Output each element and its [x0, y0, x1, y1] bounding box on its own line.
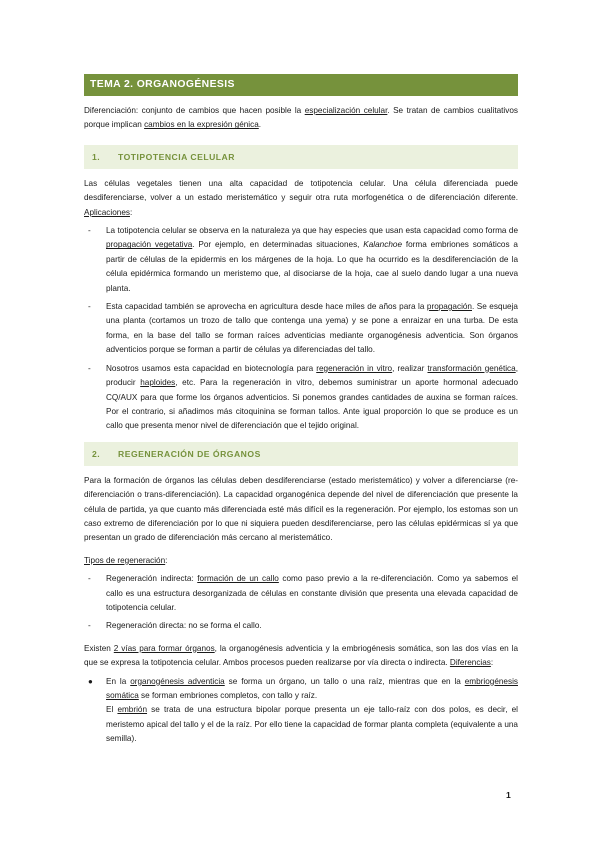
list-item [84, 224, 518, 296]
item-text: La totipotencia celular se observa en la naturaleza ya que hay especies que usan esta capacidad como forma de [106, 226, 518, 236]
document-title-text: TEMA 2. ORGANOGÉNESIS [90, 79, 235, 90]
paragraph-text: : [490, 658, 494, 668]
section-heading-regeneracion [84, 442, 518, 466]
item-italic: Kalanchoe [363, 240, 402, 250]
item-text: forma embriones somáticos a partir de células de la epidermis en los márgenes de la hoja. Lo que ha ocurrido es la desdiferenciación de la célula epidérmica formando un meristemo que, al disociarse de la hoja, cae al suelo dando lugar a una nueva planta. [106, 240, 518, 293]
section-heading-text: REGENERACIÓN DE ÓRGANOS [118, 448, 261, 459]
paragraph-underline: Aplicaciones [84, 207, 130, 217]
item-text: se forman embriones completos, con tallo y raíz. [138, 691, 318, 700]
intro-underline: cambios en la expresión génica [144, 120, 259, 130]
dash-marker: - [88, 363, 91, 373]
item-text: , etc. Para la regeneración in vitro, debemos suministrar un aporte hormonal adecuado CQ/AUX para que forme los órganos adventicios. Si ponemos grandes cantidades de auxina se forman raíces. Por el contrario, si añadimos más citoquinina se forman tallos. Ante igual proporción lo que se produce es un callo que presenta menor nivel de diferenciación que el tejido original. [106, 378, 519, 431]
types-heading [84, 554, 518, 568]
item-underline: regeneración in vitro [316, 363, 393, 373]
intro-text: . Se tratan de cambios cualitativos porque implican [84, 106, 518, 130]
dash-marker: - [88, 226, 91, 236]
item-text: Regeneración directa: no se forma el callo. [106, 621, 262, 631]
item-text: Regeneración indirecta: [106, 574, 198, 584]
paragraph-underline: Diferencias [449, 658, 491, 668]
item-underline: haploides [140, 378, 176, 388]
page-content [84, 74, 518, 751]
section1-paragraph [84, 177, 518, 220]
item-underline: embriogénesis somática [106, 676, 518, 700]
section-number: 2. [92, 448, 101, 459]
item-underline: transformación genética [427, 363, 516, 373]
item-text: . Se esqueja una planta (cortamos un trozo de tallo que contenga una yema) y se pone a enraizar en una turba. De esta forma, en la base del tallo se forman raíces adventicias mediante organogénesis adventicia. Son órganos adventicios porque se forman a partir de células ya diferenciadas del tallo. [106, 302, 518, 355]
item-text: se forma un órgano, un tallo o una raíz, mientras que en la [224, 676, 465, 686]
paragraph-text: Existen [84, 643, 114, 653]
differences-list [84, 675, 518, 747]
dash-marker: - [88, 621, 91, 631]
item-underline: formación de un callo [197, 574, 279, 584]
paragraph-text: : [129, 207, 133, 217]
routes-paragraph [84, 642, 518, 671]
item-underline: propagación [426, 302, 472, 312]
section2-paragraph: Para la formación de órganos las células deben desdiferenciarse (estado meristemático) y volver a diferenciarse (re-diferenciación o trans-diferenciación). La capacidad organogénica depende del nivel de diferenciación que presente la célula de partida, ya que cuanto más diferenciada esté más difícil es la regeneración. Por ejemplo, los estomas son un caso extremo de diferenciación por lo que ni siquiera pueden desdiferenciarse, pero las células epidérmicas sí ya que presentan un grado de diferenciación más cercano al meristemático. [84, 475, 518, 543]
item-text: , realizar [392, 363, 428, 373]
item-text: Nosotros usamos esta capacidad en biotecnología para [106, 363, 317, 373]
list-item [84, 619, 518, 633]
intro-text: Diferenciación: conjunto de cambios que hacen posible la [84, 106, 305, 115]
section-number: 1. [92, 151, 101, 162]
item-text: como paso previo a la re-diferenciación. Como ya sabemos el callo es una estructura desorganizada de células en constante división que presenta una elevada capacidad de totipotencia celular. [106, 574, 519, 612]
section-heading-text: TOTIPOTENCIA CELULAR [118, 151, 235, 162]
intro-underline: especialización celular [304, 106, 388, 115]
list-item [84, 572, 518, 615]
paragraph-text: Las células vegetales tienen una alta capacidad de totipotencia celular. Una célula diferenciada puede desdiferenciarse, volver a un estado meristemático y seguir otra ruta morfogenética o de diferenciación diferente. [84, 178, 518, 203]
applications-list [84, 224, 518, 434]
types-heading-text: Tipos de regeneración [84, 555, 166, 565]
types-heading-colon: : [165, 555, 168, 565]
item-underline: organogénesis adventicia [130, 676, 225, 686]
section-heading-totipotencia [84, 145, 518, 169]
page-number: 1 [506, 790, 511, 800]
item-text: El [106, 705, 118, 715]
item-text: . Por ejemplo, en determinadas situaciones, [192, 240, 364, 250]
paragraph-underline: 2 vías para formar órganos [113, 643, 215, 653]
dash-marker: - [88, 302, 91, 312]
item-underline: propagación vegetativa [106, 240, 193, 250]
item-underline: embrión [117, 705, 148, 715]
item-text: Esta capacidad también se aprovecha en agricultura desde hace miles de años para la [106, 302, 427, 312]
item-text: , producir [106, 363, 518, 388]
regeneration-types-list [84, 572, 518, 634]
item-text: se trata de una estructura bipolar porque presenta un eje tallo-raíz con dos polos, es decir, el meristemo apical del tallo y el de la raíz. Por ello tiene la capacidad de formar planta completa (equivalente a una semilla). [106, 705, 518, 744]
intro-text: . [258, 120, 262, 130]
list-item [84, 300, 518, 358]
intro-paragraph [84, 104, 518, 133]
list-item [84, 675, 518, 747]
list-item [84, 362, 518, 434]
bullet-marker: ● [88, 676, 93, 686]
paragraph-text: , la organogénesis adventicia y la embriogénesis somática, son las dos vías en la que se expresa la totipotencia celular. Ambos procesos pueden realizarse por vía directa o indirecta. [84, 643, 518, 668]
dash-marker: - [88, 574, 91, 584]
document-title [84, 74, 518, 96]
item-text: En la [106, 676, 131, 686]
